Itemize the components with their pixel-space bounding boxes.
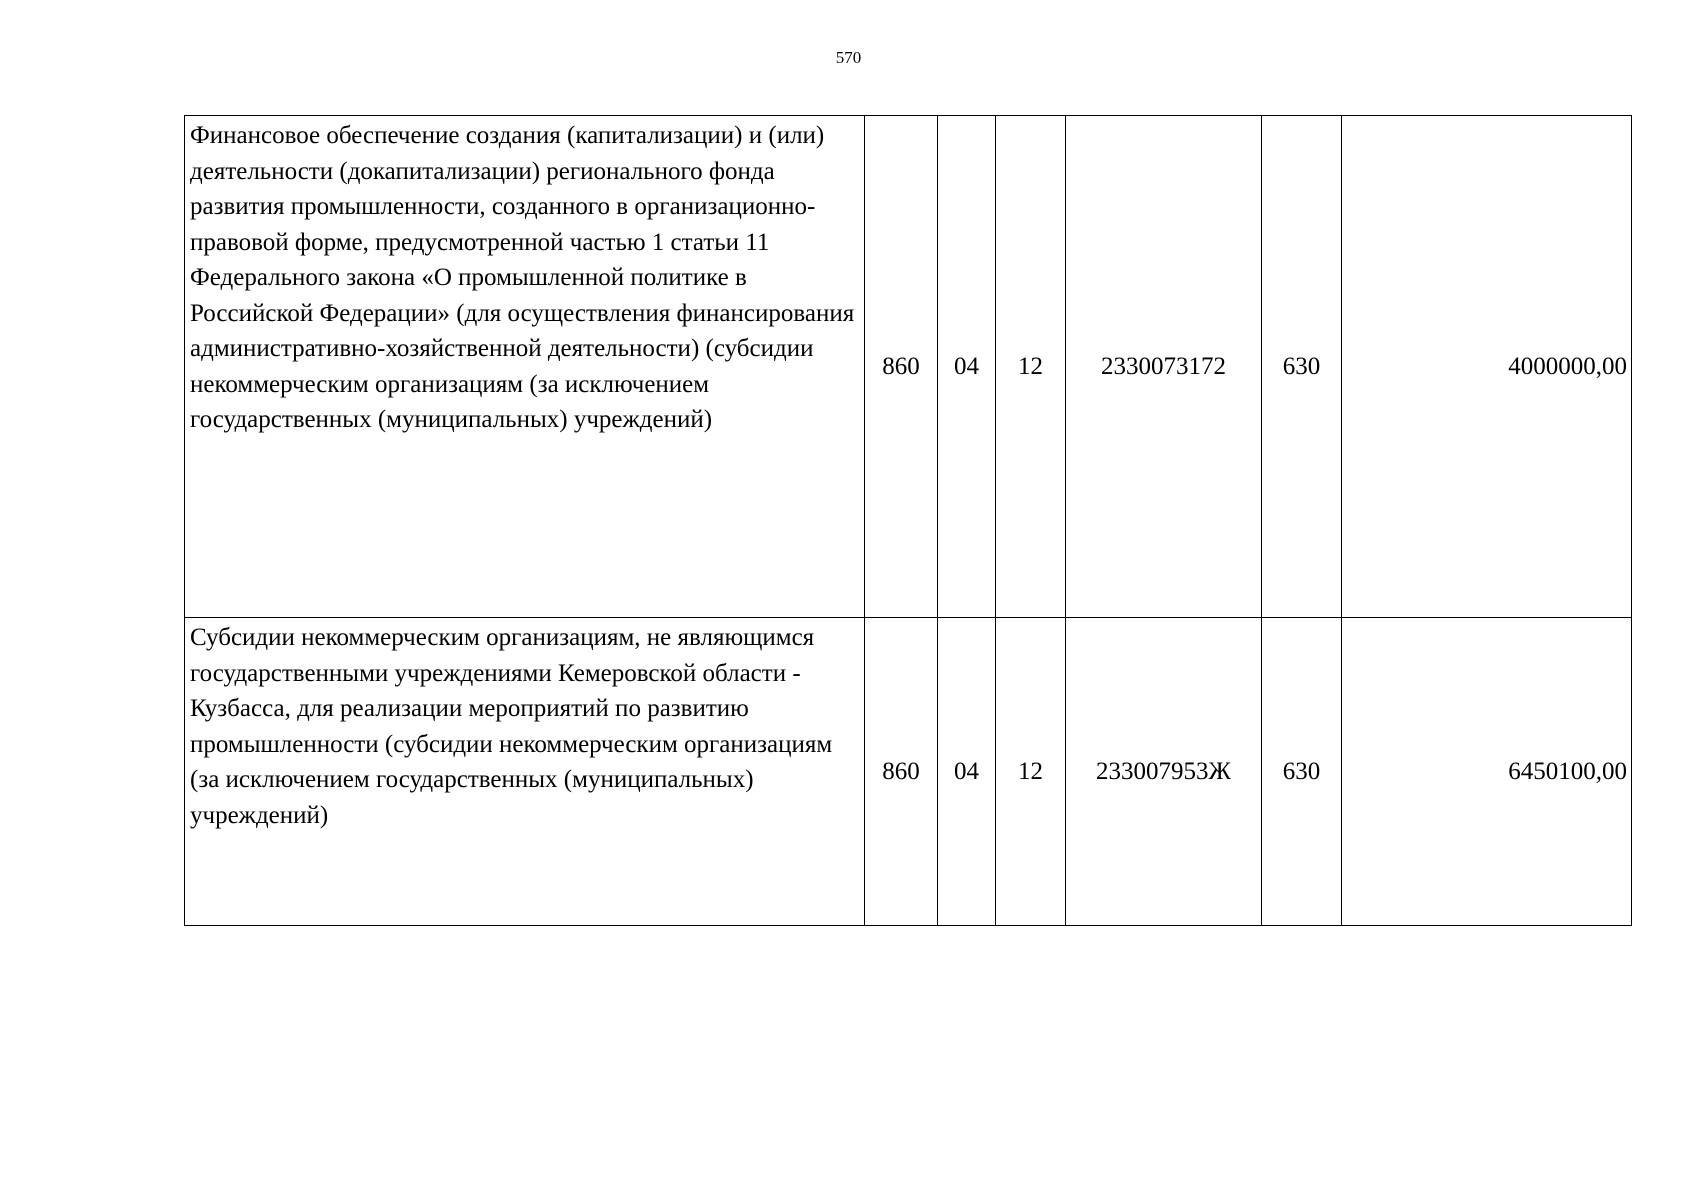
expense-type-code: 630	[1262, 618, 1342, 926]
budget-table	[184, 115, 1632, 926]
target-article-code: 233007953Ж	[1066, 618, 1262, 926]
section-code: 04	[938, 116, 996, 618]
amount-value: 4000000,00	[1342, 116, 1632, 618]
table-row	[185, 116, 1632, 618]
table-row	[185, 618, 1632, 926]
subsection-code: 12	[996, 618, 1066, 926]
row-description: Субсидии некоммерческим организациям, не являющимся государственными учреждениями Кемеровской области - Кузбасса, для реализации мероприятий по развитию промышленности (субсидии некоммерческим организациям (за исключением государственных (муниципальных) учреждений)	[185, 618, 865, 926]
section-code: 04	[938, 618, 996, 926]
page-number: 570	[835, 48, 862, 67]
row-description: Финансовое обеспечение создания (капитализации) и (или) деятельности (докапитализации) регионального фонда развития промышленности, созданного в организационно-правовой форме, предусмотренной частью 1 статьи 11 Федерального закона «О промышленной политике в Российской Федерации» (для осуществления финансирования административно-хозяйственной деятельности) (субсидии некоммерческим организациям (за исключением государственных (муниципальных) учреждений)	[185, 116, 865, 618]
expense-type-code: 630	[1262, 116, 1342, 618]
amount-value: 6450100,00	[1342, 618, 1632, 926]
subsection-code: 12	[996, 116, 1066, 618]
ministry-code: 860	[865, 116, 938, 618]
ministry-code: 860	[865, 618, 938, 926]
target-article-code: 2330073172	[1066, 116, 1262, 618]
